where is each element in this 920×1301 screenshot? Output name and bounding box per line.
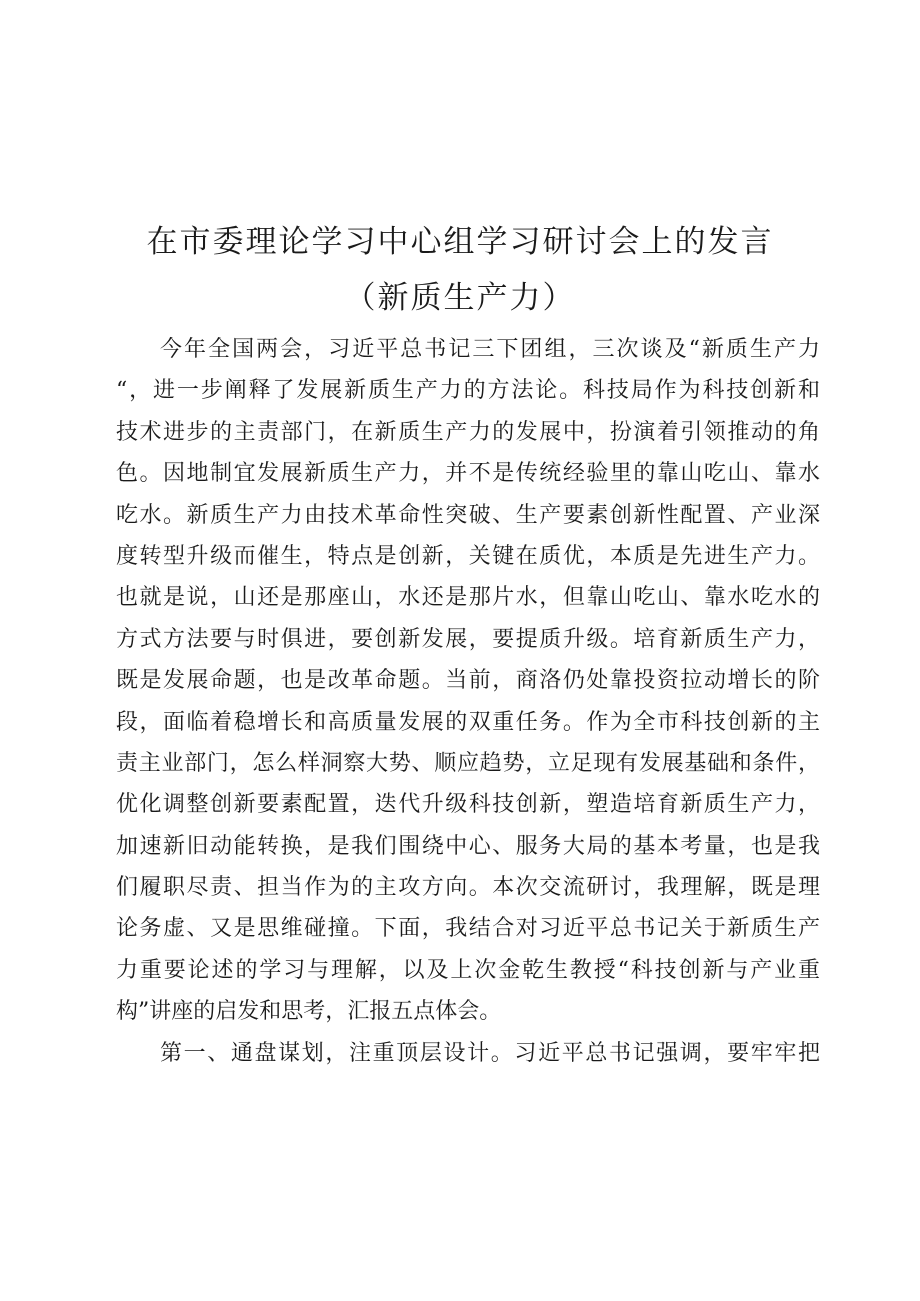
title-line-1: 在市委理论学习中心组学习研讨会上的发言: [146, 224, 774, 260]
paragraph-1-line: 优化调整创新要素配置，迭代升级科技创新，塑造培育新质生产力，: [116, 792, 820, 818]
paragraph-1-line: 色。因地制宜发展新质生产力，并不是传统经验里的靠山吃山、靠水: [116, 461, 820, 487]
document-body: [116, 329, 820, 1074]
paragraph-1-line: “，进一步阐释了发展新质生产力的方法论。科技局作为科技创新和: [116, 378, 820, 404]
paragraph-2-line: 第一、通盘谋划，注重顶层设计。习近平总书记强调，要牢牢把: [160, 1040, 820, 1066]
paragraph-1-line: 方式方法要与时俱进，要创新发展，要提质升级。培育新质生产力，: [116, 626, 820, 652]
document-title: [0, 214, 920, 326]
title-line-2: （新质生产力）: [344, 280, 576, 316]
paragraph-1-line: 加速新旧动能转换，是我们围绕中心、服务大局的基本考量，也是我: [116, 833, 820, 859]
paragraph-1-line: 责主业部门，怎么样洞察大势、顺应趋势，立足现有发展基础和条件，: [116, 750, 820, 776]
paragraph-1-line: 力重要论述的学习与理解，以及上次金乾生教授“科技创新与产业重: [116, 957, 820, 983]
paragraph-1-line: 既是发展命题，也是改革命题。当前，商洛仍处靠投资拉动增长的阶: [116, 668, 820, 694]
paragraph-1-line: 构”讲座的启发和思考，汇报五点体会。: [116, 999, 502, 1025]
paragraph-1-line: 今年全国两会，习近平总书记三下团组，三次谈及“新质生产力: [160, 337, 820, 362]
paragraph-1-line: 论务虚、又是思维碰撞。下面，我结合对习近平总书记关于新质生产: [116, 916, 820, 942]
paragraph-1-line: 吃水。新质生产力由技术革命性突破、生产要素创新性配置、产业深: [116, 502, 820, 528]
paragraph-1-line: 也就是说，山还是那座山，水还是那片水，但靠山吃山、靠水吃水的: [116, 585, 820, 611]
paragraph-1-line: 技术进步的主责部门，在新质生产力的发展中，扮演着引领推动的角: [116, 419, 820, 445]
paragraph-1-line: 们履职尽责、担当作为的主攻方向。本次交流研讨，我理解，既是理: [116, 875, 820, 901]
paragraph-1-line: 段，面临着稳增长和高质量发展的双重任务。作为全市科技创新的主: [116, 709, 820, 735]
paragraph-1-line: 度转型升级而催生，特点是创新，关键在质优，本质是先进生产力。: [116, 543, 820, 569]
